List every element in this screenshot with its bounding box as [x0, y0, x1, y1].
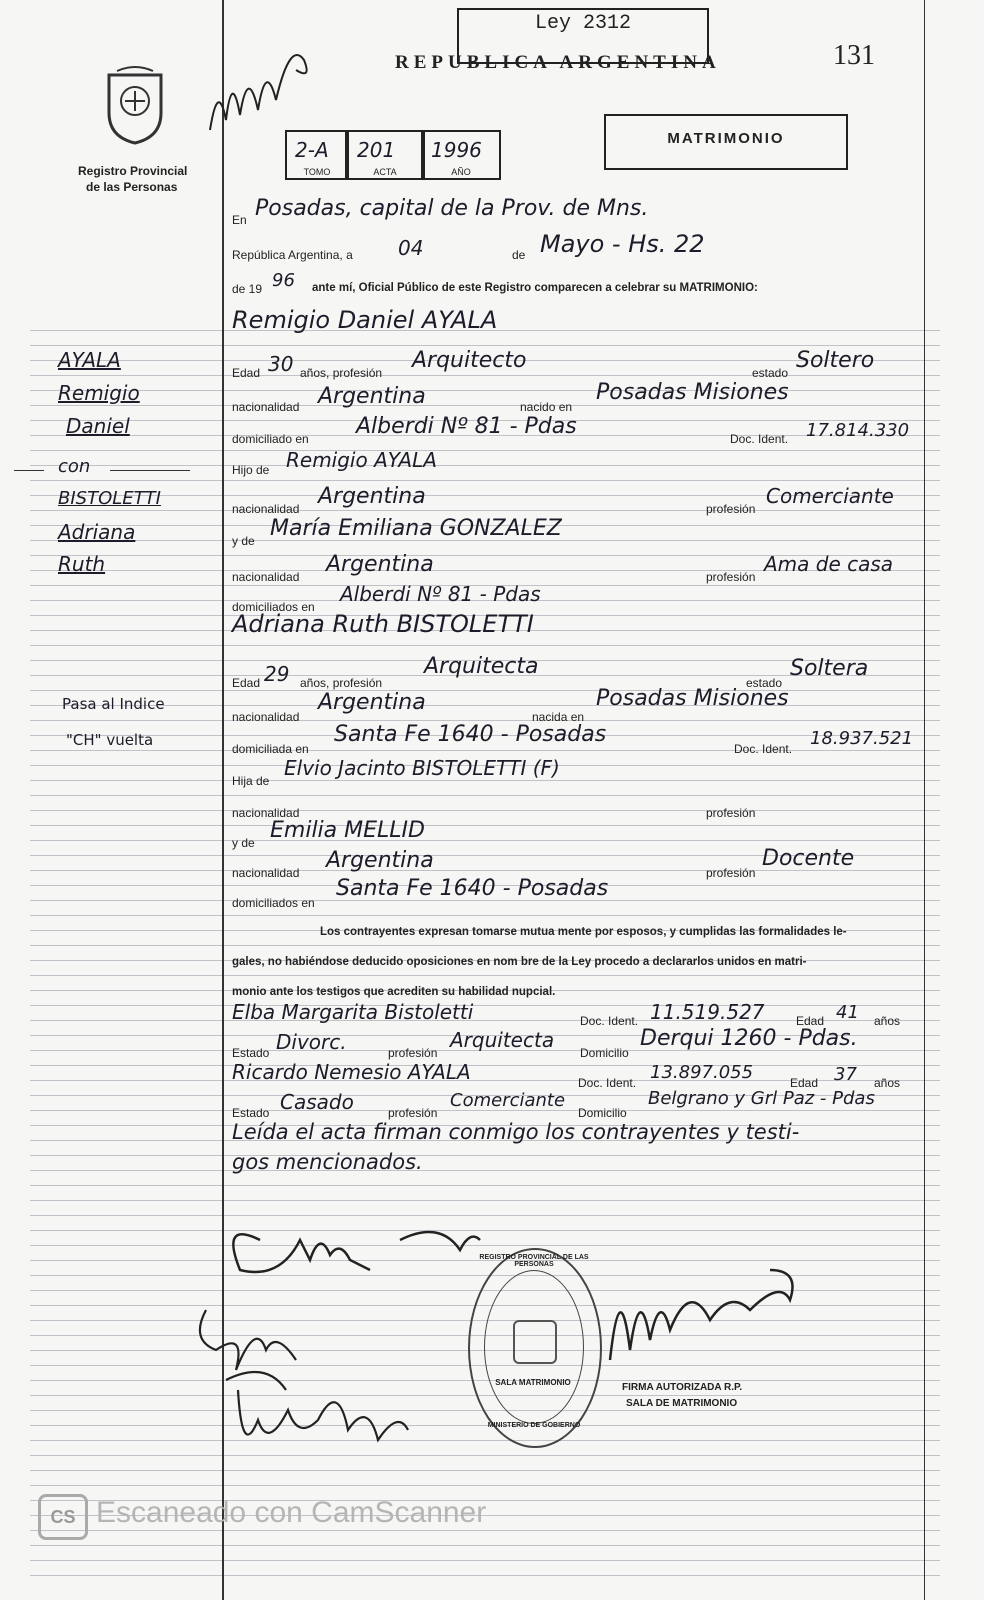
witness1-doc: 11.519.527: [650, 1000, 765, 1024]
camscanner-logo-text: CS: [50, 1507, 76, 1527]
bride-nacida-label: nacida en: [532, 710, 585, 724]
ano-value: 1996: [431, 138, 482, 162]
bride-birthplace: Posadas Misiones: [596, 686, 789, 711]
ruled-line: [30, 1065, 940, 1066]
groom-mother: María Emiliana GONZALEZ: [270, 516, 562, 541]
closing-line-2: gos mencionados.: [232, 1150, 423, 1174]
seal-emblem-icon: [513, 1320, 557, 1364]
seal-inner-text: SALA MATRIMONIO: [495, 1378, 571, 1387]
ruled-line: [30, 1530, 940, 1531]
bride-estado-label: estado: [746, 676, 783, 690]
seal-text: REGISTRO PROVINCIAL DE LAS PERSONAS: [479, 1254, 589, 1268]
margin-name-2: Remigio: [58, 381, 140, 405]
margin-name-1: AYALA: [58, 348, 121, 372]
bride-father: Elvio Jacinto BISTOLETTI (F): [284, 756, 560, 780]
groom-name: Remigio Daniel AYALA: [232, 306, 498, 334]
groom-edad-label: Edad: [232, 366, 261, 380]
bride-profession: Arquitecta: [424, 654, 539, 679]
bride-mother: Emilia MELLID: [270, 818, 425, 843]
bride-nac-label: nacionalidad: [232, 710, 300, 724]
ruled-line: [30, 465, 940, 466]
margin-dash-right: [110, 470, 190, 471]
republica-label: República Argentina, a: [232, 248, 353, 262]
groom-estado: Soltero: [796, 348, 875, 373]
bride-mother-nationality: Argentina: [326, 848, 434, 873]
witness2-profession: Comerciante: [450, 1090, 566, 1111]
bride-mother-prof-label: profesión: [706, 866, 756, 880]
margin-name-5: Adriana: [58, 520, 136, 544]
bride-age: 29: [264, 662, 290, 686]
official-seal: [468, 1248, 602, 1448]
initial-signature: [200, 20, 330, 145]
groom-parents-address: Alberdi Nº 81 - Pdas: [340, 582, 541, 606]
witness1-profession: Arquitecta: [450, 1028, 555, 1052]
ruled-line: [30, 810, 940, 811]
acta-box: [345, 130, 425, 180]
tomo-value: 2-A: [295, 138, 329, 162]
groom-father-nationality: Argentina: [318, 484, 426, 509]
bride-parents-address: Santa Fe 1640 - Posadas: [336, 876, 609, 901]
formal-text-1: Los contrayentes expresan tomarse mutua mente por esposos, y cumplidas las formalidades le-: [320, 926, 847, 938]
acta-value: 201: [357, 138, 396, 162]
groom-birthplace: Posadas Misiones: [596, 380, 789, 405]
bride-estado: Soltera: [790, 656, 869, 681]
ruled-line: [30, 1440, 940, 1441]
margin-name-4: BISTOLETTI: [58, 488, 161, 509]
ruled-line: [30, 1560, 940, 1561]
groom-signature: [200, 1200, 520, 1295]
ruled-line: [30, 1005, 940, 1006]
witness1-estado-label: Estado: [232, 1046, 270, 1060]
official-title-2: SALA DE MATRIMONIO: [626, 1398, 738, 1409]
bride-father-prof-label: profesión: [706, 806, 756, 820]
witness1-address: Derqui 1260 - Pdas.: [640, 1026, 858, 1051]
ruled-line: [30, 780, 940, 781]
ruled-line: [30, 480, 940, 481]
coat-of-arms-icon: [103, 65, 167, 145]
ruled-line: [30, 1155, 940, 1156]
month-value: Mayo - Hs. 22: [540, 230, 705, 258]
ano-box: [421, 130, 501, 180]
ruled-line: [30, 1485, 940, 1486]
ruled-line: [30, 1575, 940, 1576]
registry-name-1: Registro Provincial: [78, 164, 188, 178]
ruled-line: [30, 975, 940, 976]
bride-doc-label: Doc. Ident.: [734, 742, 793, 756]
witness2-name: Ricardo Nemesio AYALA: [232, 1060, 471, 1084]
ruled-line: [30, 795, 940, 796]
witness1-anos-label: años: [874, 1014, 901, 1028]
groom-father-prof-label: profesión: [706, 502, 756, 516]
ruled-line: [30, 645, 940, 646]
margin-note-2: "CH" vuelta: [66, 731, 154, 749]
camscanner-watermark: Escaneado con CamScanner: [96, 1496, 487, 1529]
witness2-prof-label: profesión: [388, 1106, 438, 1120]
ruled-line: [30, 690, 940, 691]
acta-label: ACTA: [373, 167, 397, 177]
ruled-line: [30, 390, 940, 391]
groom-anos-prof-label: años, profesión: [300, 366, 383, 380]
act-type: MATRIMONIO: [667, 130, 785, 147]
bride-mother-profession: Docente: [762, 846, 855, 871]
right-margin-rule: [924, 0, 925, 1600]
witness2-doc-label: Doc. Ident.: [578, 1076, 637, 1090]
witness2-address: Belgrano y Grl Paz - Pdas: [648, 1088, 875, 1109]
day-value: 04: [398, 236, 424, 260]
groom-father-profession: Comerciante: [766, 484, 894, 508]
groom-nacido-label: nacido en: [520, 400, 573, 414]
ruled-line: [30, 510, 940, 511]
page-number: 131: [833, 40, 875, 71]
margin-dash-left: [14, 470, 44, 471]
ruled-line: [30, 1185, 940, 1186]
ruled-line: [30, 405, 940, 406]
witness1-prof-label: profesión: [388, 1046, 438, 1060]
witness1-age: 41: [836, 1002, 859, 1023]
ruled-line: [30, 450, 940, 451]
ruled-line: [30, 945, 940, 946]
groom-mother-nationality: Argentina: [326, 552, 434, 577]
intro-text: ante mí, Oficial Público de este Registro comparecen a celebrar su MATRIMONIO:: [312, 282, 758, 294]
place-value: Posadas, capital de la Prov. de Mns.: [255, 196, 649, 221]
witness2-edad-label: Edad: [790, 1076, 819, 1090]
ruled-line: [30, 1470, 940, 1471]
ruled-line: [30, 1455, 940, 1456]
witness1-name: Elba Margarita Bistoletti: [232, 1000, 474, 1024]
witness1-doc-label: Doc. Ident.: [580, 1014, 639, 1028]
groom-profession: Arquitecto: [412, 348, 527, 373]
closing-line-1: Leída el acta firman conmigo los contrayentes y testi-: [232, 1120, 800, 1144]
bride-mother-label: y de: [232, 836, 255, 850]
groom-father-nac-label: nacionalidad: [232, 502, 300, 516]
groom-nac-label: nacionalidad: [232, 400, 300, 414]
witness1-estado: Divorc.: [276, 1030, 347, 1054]
witness-signature-1: [228, 1370, 428, 1485]
groom-hijo-label: Hijo de: [232, 463, 270, 477]
groom-mother-nac-label: nacionalidad: [232, 570, 300, 584]
ruled-line: [30, 375, 940, 376]
groom-address: Alberdi Nº 81 - Pdas: [356, 414, 577, 439]
groom-dom-label: domiciliado en: [232, 432, 309, 446]
groom-doc: 17.814.330: [806, 420, 910, 441]
groom-estado-label: estado: [752, 366, 789, 380]
formal-text-3: monio ante los testigos que acrediten su habilidad nupcial.: [232, 986, 556, 998]
margin-name-6: Ruth: [58, 552, 106, 576]
groom-doc-label: Doc. Ident.: [730, 432, 789, 446]
registry-name-2: de las Personas: [86, 180, 178, 194]
ruled-line: [30, 705, 940, 706]
official-title-1: FIRMA AUTORIZADA R.P.: [622, 1382, 743, 1393]
republic-title: REPUBLICA ARGENTINA: [395, 52, 721, 73]
groom-mother-prof-label: profesión: [706, 570, 756, 584]
bride-parents-dom-label: domiciliados en: [232, 896, 315, 910]
en-label: En: [232, 213, 247, 227]
de-label: de: [512, 248, 526, 262]
bride-dom-label: domiciliada en: [232, 742, 309, 756]
groom-mother-label: y de: [232, 534, 255, 548]
act-type-box: [604, 114, 848, 170]
bride-nationality: Argentina: [318, 690, 426, 715]
tomo-label: TOMO: [303, 167, 331, 177]
witness1-edad-label: Edad: [796, 1014, 825, 1028]
bride-mother-nac-label: nacionalidad: [232, 866, 300, 880]
ruled-line: [30, 825, 940, 826]
ruled-line: [30, 840, 940, 841]
de19-label: de 19: [232, 282, 263, 296]
bride-doc: 18.937.521: [810, 728, 914, 749]
ruled-line: [30, 345, 940, 346]
witness2-doc: 13.897.055: [650, 1062, 754, 1083]
witness2-age: 37: [834, 1064, 857, 1085]
witness2-estado-label: Estado: [232, 1106, 270, 1120]
groom-age: 30: [268, 352, 294, 376]
ruled-line: [30, 720, 940, 721]
camscanner-logo-icon: [38, 1494, 88, 1540]
groom-mother-profession: Ama de casa: [764, 552, 894, 576]
witness2-domicilio-label: Domicilio: [578, 1106, 627, 1120]
bride-address: Santa Fe 1640 - Posadas: [334, 722, 607, 747]
witness2-estado: Casado: [280, 1090, 354, 1114]
ano-label: AÑO: [451, 167, 471, 177]
ruled-line: [30, 750, 940, 751]
margin-name-3: Daniel: [66, 414, 130, 438]
official-signature: [590, 1250, 830, 1375]
groom-father: Remigio AYALA: [286, 448, 437, 472]
year-value: 96: [272, 270, 295, 291]
witness2-anos-label: años: [874, 1076, 901, 1090]
bride-hija-label: Hija de: [232, 774, 270, 788]
bride-father-nac-label: nacionalidad: [232, 806, 300, 820]
ruled-line: [30, 1170, 940, 1171]
bride-edad-label: Edad: [232, 676, 261, 690]
bride-name: Adriana Ruth BISTOLETTI: [232, 610, 534, 638]
ley-stamp: Ley 2312: [534, 12, 631, 35]
margin-con: con: [58, 456, 91, 477]
witness1-domicilio-label: Domicilio: [580, 1046, 629, 1060]
formal-text-2: gales, no habiéndose deducido oposiciones en nom bre de la Ley procedo a declararlos unidos en matri-: [232, 956, 807, 968]
groom-nationality: Argentina: [318, 384, 426, 409]
seal-bottom-text: MINISTERIO DE GOBIERNO: [487, 1422, 581, 1429]
ruled-line: [30, 1545, 940, 1546]
bride-anos-prof-label: años, profesión: [300, 676, 383, 690]
margin-note-1: Pasa al Indice: [62, 695, 165, 713]
groom-parents-dom-label: domiciliados en: [232, 600, 315, 614]
ruled-line: [30, 915, 940, 916]
